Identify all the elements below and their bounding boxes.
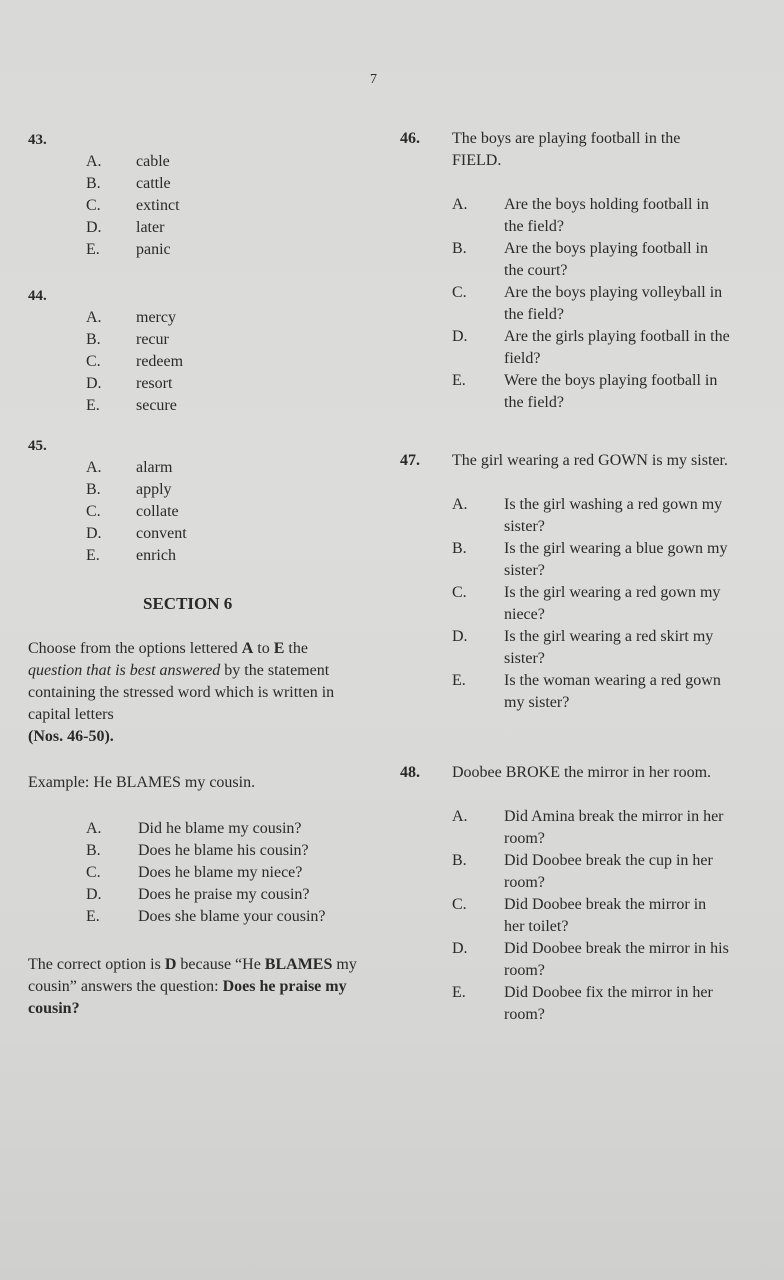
option: A. Are the boys holding football in the field? bbox=[452, 196, 709, 235]
page-number: 7 bbox=[370, 72, 377, 87]
option: E. Is the woman wearing a red gown my sister? bbox=[452, 672, 721, 711]
question-stem: 48. Doobee BROKE the mirror in her room. bbox=[400, 764, 712, 781]
question-number: 44. bbox=[28, 288, 47, 304]
option: C. Are the boys playing volleyball in the field? bbox=[452, 284, 723, 323]
question-47 bbox=[400, 450, 730, 714]
question-number: 45. bbox=[28, 438, 47, 454]
option: B. recur bbox=[86, 331, 169, 348]
option: B. Is the girl wearing a blue gown my sister? bbox=[452, 540, 728, 579]
example-explanation: The correct option is D because “He BLAMES my cousin” answers the question: Does he praise my cousin? bbox=[28, 956, 357, 1017]
example-option: D. Does he praise my cousin? bbox=[86, 886, 310, 903]
option: B. apply bbox=[86, 481, 172, 498]
option: C. extinct bbox=[86, 197, 180, 214]
question-45 bbox=[28, 438, 187, 567]
example-option: A. Did he blame my cousin? bbox=[86, 820, 302, 837]
option: A. Is the girl washing a red gown my sister? bbox=[452, 496, 723, 535]
example-stem: Example: He BLAMES my cousin. bbox=[28, 774, 256, 791]
option: A. alarm bbox=[86, 459, 173, 476]
option: E. Were the boys playing football in the field? bbox=[452, 372, 718, 411]
section-title: SECTION 6 bbox=[143, 594, 233, 613]
option: A. cable bbox=[86, 153, 170, 170]
question-46 bbox=[400, 128, 730, 414]
option: B. cattle bbox=[86, 175, 171, 192]
option: D. Is the girl wearing a red skirt my sister? bbox=[452, 628, 714, 667]
example-option: E. Does she blame your cousin? bbox=[86, 908, 326, 925]
option: D. Are the girls playing football in the field? bbox=[452, 328, 730, 367]
question-43 bbox=[28, 132, 180, 261]
option: E. secure bbox=[86, 397, 177, 414]
example-options bbox=[86, 818, 386, 928]
section-instructions: Choose from the options lettered A to E the question that is best answered by the statement containing the stressed word which is written in capital letters (Nos. 46-50). bbox=[28, 640, 335, 745]
question-44 bbox=[28, 288, 183, 417]
option: C. Did Doobee break the mirror in her toilet? bbox=[452, 896, 707, 935]
option: E. panic bbox=[86, 241, 171, 258]
option: B. Are the boys playing football in the court? bbox=[452, 240, 708, 279]
example-option: C. Does he blame my niece? bbox=[86, 864, 303, 881]
option: A. Did Amina break the mirror in her room? bbox=[452, 808, 724, 847]
question-stem: 46. The boys are playing football in the FIELD. bbox=[400, 130, 681, 169]
option: E. enrich bbox=[86, 547, 176, 564]
option: C. redeem bbox=[86, 353, 184, 370]
option: D. resort bbox=[86, 375, 173, 392]
option: A. mercy bbox=[86, 309, 176, 326]
option: C. Is the girl wearing a red gown my niece? bbox=[452, 584, 721, 623]
example-option: B. Does he blame his cousin? bbox=[86, 842, 309, 859]
question-stem: 47. The girl wearing a red GOWN is my sister. bbox=[400, 452, 728, 469]
option: E. Did Doobee fix the mirror in her room? bbox=[452, 984, 713, 1023]
option: D. convent bbox=[86, 525, 187, 542]
question-number: 43. bbox=[28, 132, 47, 148]
option: D. Did Doobee break the mirror in his room? bbox=[452, 940, 729, 979]
option: D. later bbox=[86, 219, 165, 236]
question-48 bbox=[400, 762, 730, 1026]
option: B. Did Doobee break the cup in her room? bbox=[452, 852, 713, 891]
option: C. collate bbox=[86, 503, 179, 520]
